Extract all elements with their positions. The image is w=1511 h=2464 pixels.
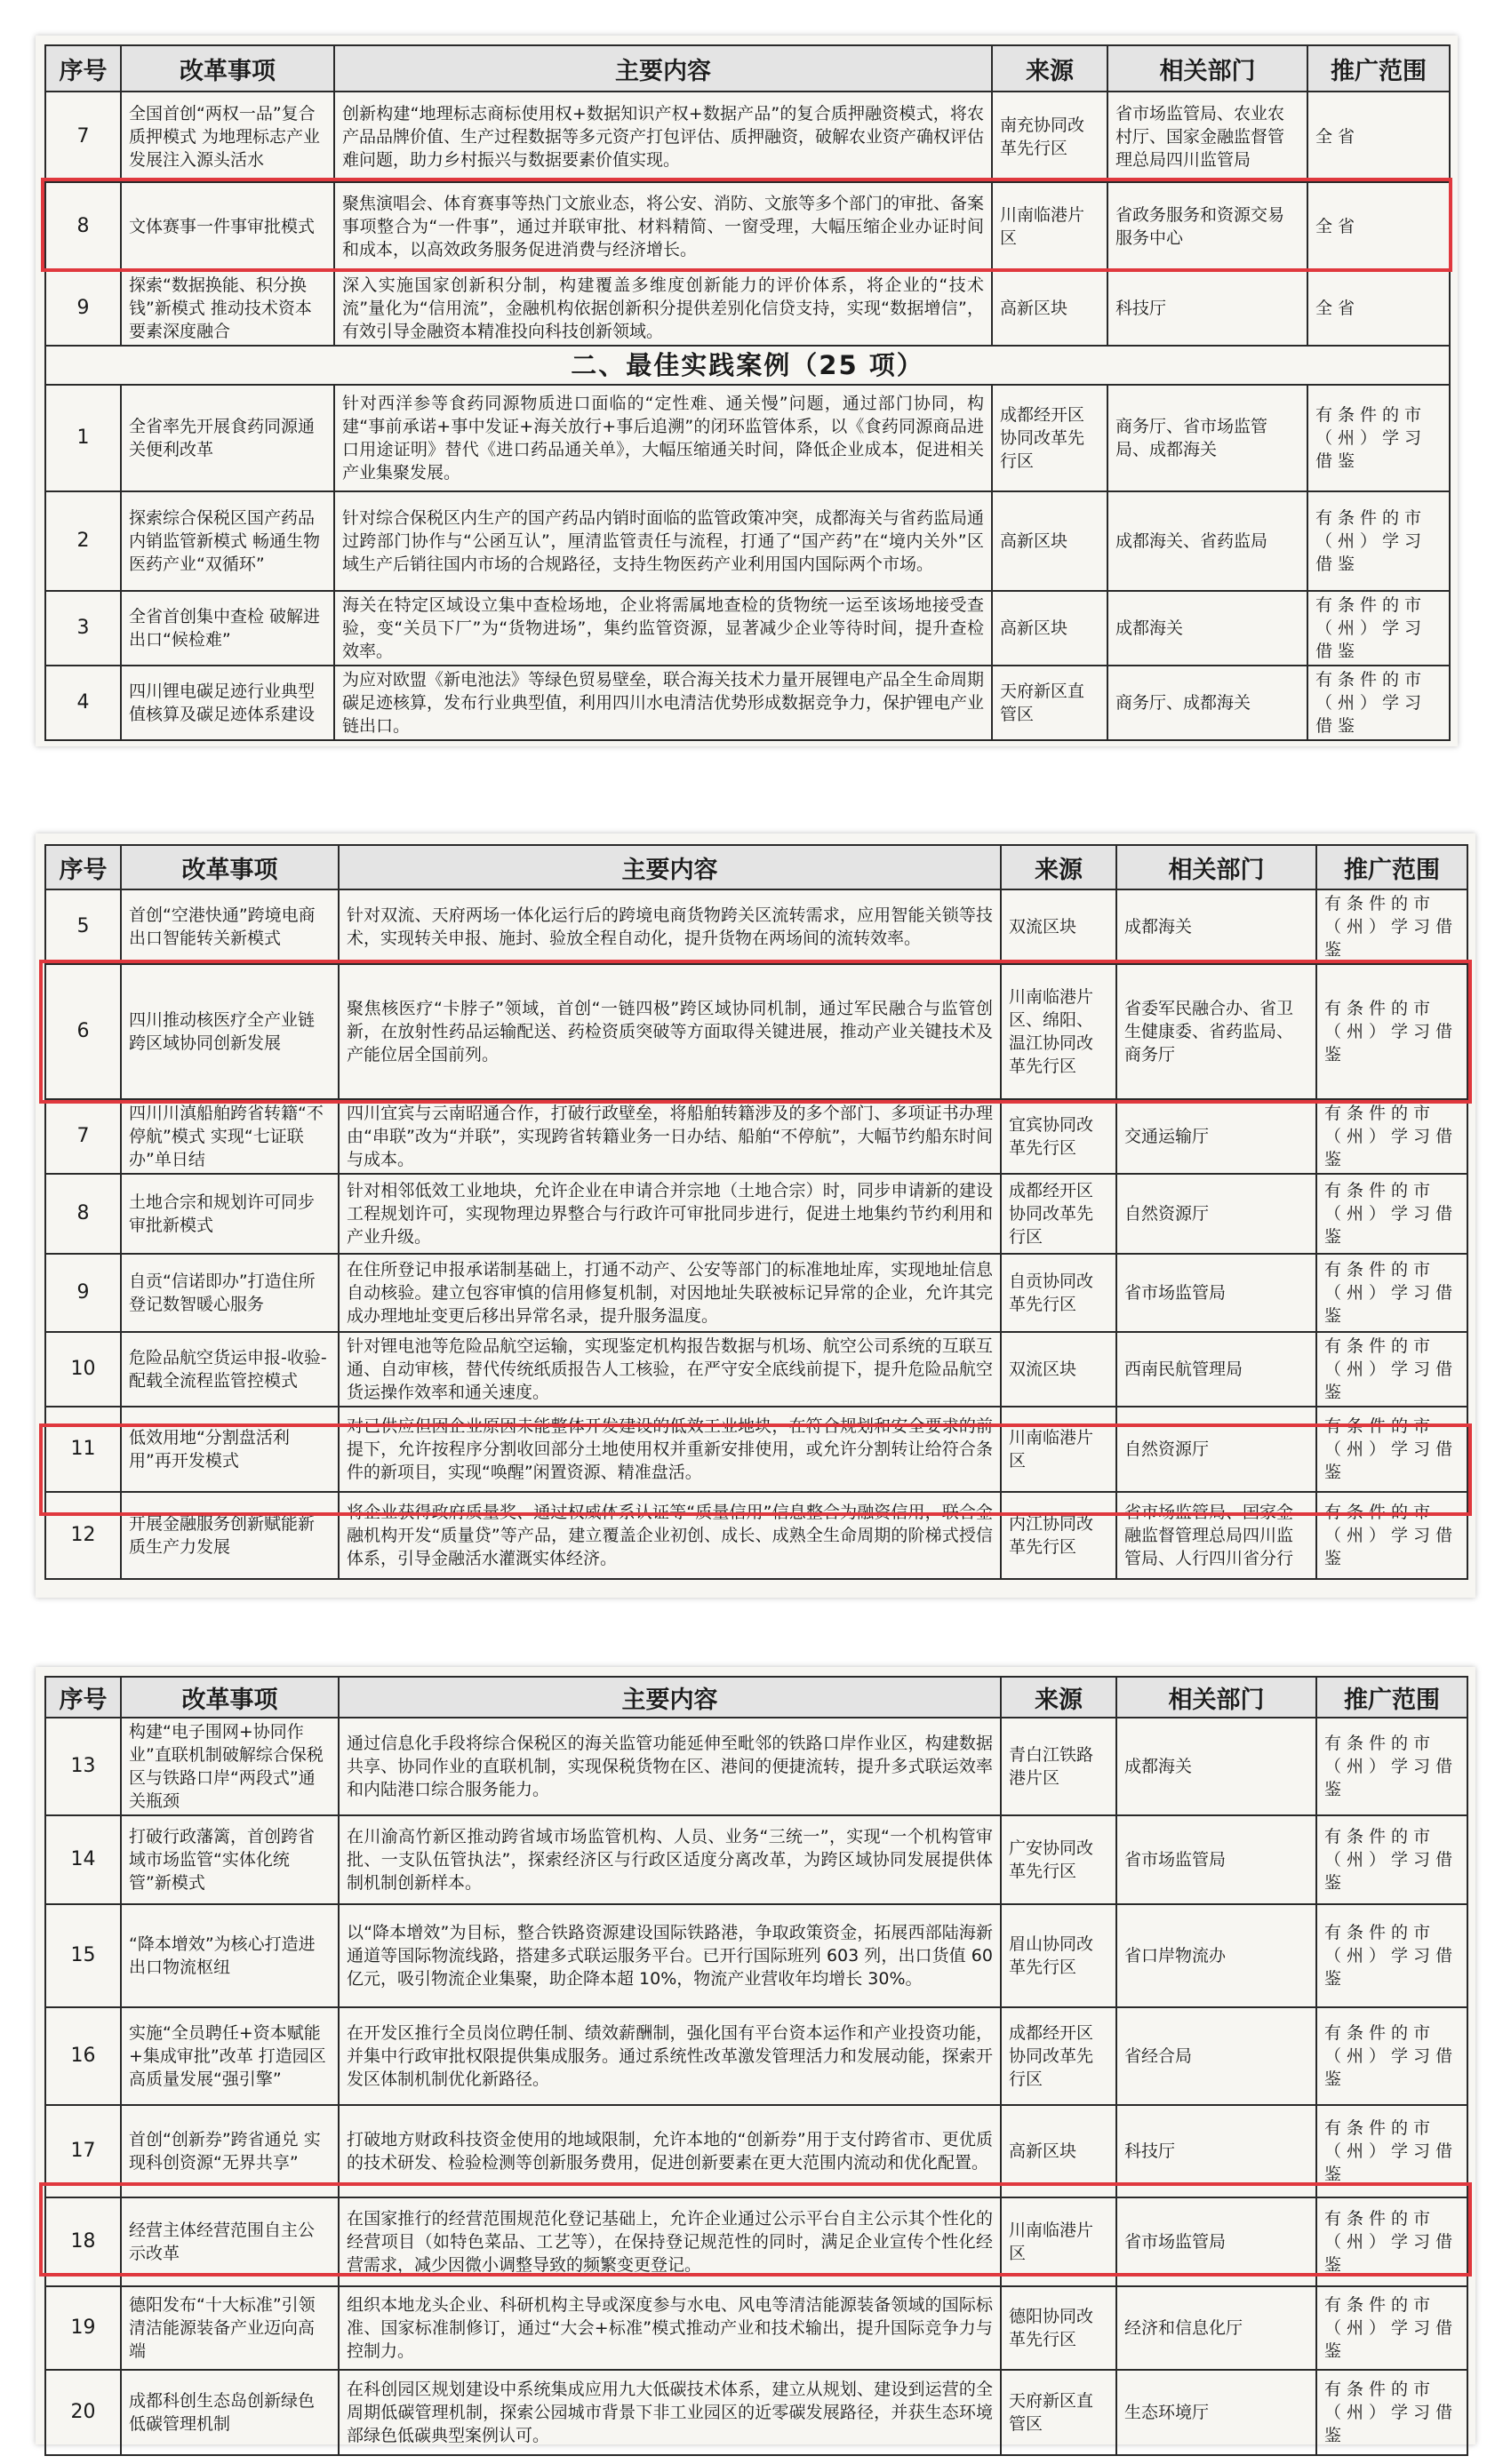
table-row bbox=[45, 1407, 1467, 1492]
table-row bbox=[45, 666, 1450, 740]
row-dept: 省市场监管局、农业农村厅、国家金融监督管理总局四川监管局 bbox=[1107, 92, 1307, 182]
row-scope: 有条件的市（州）学习借鉴 bbox=[1316, 1099, 1467, 1174]
row-item: 德阳发布“十大标准”引领清洁能源装备产业迈向高端 bbox=[121, 2286, 339, 2370]
row-item: 成都科创生态岛创新绿色低碳管理机制 bbox=[121, 2370, 339, 2455]
row-content: 针对锂电池等危险品航空运输，实现鉴定机构报告数据与机场、航空公司系统的互联互通、自动审核，替代传统纸质报告人工核验，在严守安全底线前提下，提升危险品航空货运操作效率和通关速度。 bbox=[339, 1332, 1001, 1407]
row-source: 天府新区直管区 bbox=[1001, 2370, 1116, 2455]
row-source: 双流区块 bbox=[1001, 889, 1116, 964]
table-row bbox=[45, 2105, 1467, 2197]
table-row bbox=[45, 271, 1450, 346]
table-row bbox=[45, 491, 1450, 591]
row-dept: 成都海关 bbox=[1116, 889, 1316, 964]
row-content: 针对西洋参等食药同源物质进口面临的“定性难、通关慢”问题，通过部门协同，构建“事前承诺+事中发证+海关放行+事后追溯”的闭环监管体系，以《食药同源商品进口用途证明》替代《进口药品通关单》，大幅压缩通关时间，降低企业成本，促进相关产业集聚发展。 bbox=[334, 385, 992, 491]
row-no: 8 bbox=[45, 1174, 121, 1254]
row-item: 四川锂电碳足迹行业典型值核算及碳足迹体系建设 bbox=[121, 666, 334, 740]
row-dept: 省市场监管局 bbox=[1116, 1815, 1316, 1904]
row-source: 高新区块 bbox=[992, 591, 1107, 666]
row-source: 成都经开区协同改革先行区 bbox=[992, 385, 1107, 491]
row-content: 打破地方财政科技资金使用的地域限制，允许本地的“创新券”用于支付跨省市、更优质的技术研发、检验检测等创新服务费用，促进创新要素在更大范围内流动和优化配置。 bbox=[339, 2105, 1001, 2197]
row-item: 四川推动核医疗全产业链跨区域协同创新发展 bbox=[121, 964, 339, 1099]
row-scope: 有条件的市（州）学习借鉴 bbox=[1316, 1332, 1467, 1407]
row-content: 为应对欧盟《新电池法》等绿色贸易壁垒，联合海关技术力量开展锂电产品全生命周期碳足迹核算，发布行业典型值，利用四川水电清洁优势形成数据竞争力，保护锂电产业链出口。 bbox=[334, 666, 992, 740]
row-no: 9 bbox=[45, 1254, 121, 1332]
header-scope: 推广范围 bbox=[1316, 1677, 1467, 1718]
row-dept: 科技厅 bbox=[1116, 2105, 1316, 2197]
header-no: 序号 bbox=[45, 1677, 121, 1718]
row-no: 4 bbox=[45, 666, 121, 740]
row-dept: 省市场监管局 bbox=[1116, 1254, 1316, 1332]
row-dept: 自然资源厅 bbox=[1116, 1174, 1316, 1254]
row-content: 聚焦核医疗“卡脖子”领域，首创“一链四极”跨区域协同机制，通过军民融合与监管创新，在放射性药品运输配送、药检资质突破等方面取得关键进展，推动产业关键技术及产能位居全国前列。 bbox=[339, 964, 1001, 1099]
row-item: 首创“创新券”跨省通兑 实现科创资源“无界共享” bbox=[121, 2105, 339, 2197]
row-dept: 西南民航管理局 bbox=[1116, 1332, 1316, 1407]
row-content: 在川渝高竹新区推动跨省域市场监管机构、人员、业务“三统一”，实现“一个机构管审批、一支队伍管执法”，探索经济区与行政区适度分离改革，为跨区域协同发展提供体制机制创新样本。 bbox=[339, 1815, 1001, 1904]
table-header-row bbox=[45, 1677, 1467, 1718]
row-content: 将企业获得政府质量奖、通过权威体系认证等“质量信用”信息整合为融资信用，联合金融机构开发“质量贷”等产品，建立覆盖企业初创、成长、成熟全生命周期的阶梯式授信体系，引导金融活水灌溉实体经济。 bbox=[339, 1492, 1001, 1579]
row-scope: 有条件的市（州）学习借鉴 bbox=[1316, 1718, 1467, 1815]
header-scope: 推广范围 bbox=[1307, 45, 1450, 92]
row-no: 16 bbox=[45, 2007, 121, 2105]
row-no: 7 bbox=[45, 92, 121, 182]
row-item: 开展金融服务创新赋能新质生产力发展 bbox=[121, 1492, 339, 1579]
row-scope: 有条件的市（州）学习借鉴 bbox=[1307, 491, 1450, 591]
row-content: 针对相邻低效工业地块，允许企业在申请合并宗地（土地合宗）时，同步申请新的建设工程规划许可，实现物理边界整合与行政许可审批同步进行，促进土地集约节约利用和产业升级。 bbox=[339, 1174, 1001, 1254]
header-dept: 相关部门 bbox=[1116, 845, 1316, 889]
header-content: 主要内容 bbox=[339, 845, 1001, 889]
row-source: 川南临港片区 bbox=[1001, 1407, 1116, 1492]
row-content: 组织本地龙头企业、科研机构主导或深度参与水电、风电等清洁能源装备领域的国际标准、国家标准制修订，通过“大会+标准”模式推动产业和技术输出，提升国际竞争力与控制力。 bbox=[339, 2286, 1001, 2370]
row-content: 针对双流、天府两场一体化运行后的跨境电商货物跨关区流转需求，应用智能关锁等技术，实现转关申报、施封、验放全程自动化，提升货物在两场间的流转效率。 bbox=[339, 889, 1001, 964]
row-dept: 科技厅 bbox=[1107, 271, 1307, 346]
row-content: 在国家推行的经营范围规范化登记基础上，允许企业通过公示平台自主公示其个性化的经营项目（如特色菜品、工艺等），在保持登记规范性的同时，满足企业宣传个性化经营需求，减少因微小调整导致的频繁变更登记。 bbox=[339, 2197, 1001, 2286]
row-item: 首创“空港快通”跨境电商出口智能转关新模式 bbox=[121, 889, 339, 964]
row-item: 经营主体经营范围自主公示改革 bbox=[121, 2197, 339, 2286]
row-no: 15 bbox=[45, 1904, 121, 2007]
row-scope: 有条件的市（州）学习借鉴 bbox=[1307, 385, 1450, 491]
row-no: 8 bbox=[45, 182, 121, 271]
row-scope: 有条件的市（州）学习借鉴 bbox=[1307, 666, 1450, 740]
row-source: 自贡协同改革先行区 bbox=[1001, 1254, 1116, 1332]
row-no: 3 bbox=[45, 591, 121, 666]
header-content: 主要内容 bbox=[334, 45, 992, 92]
table-row bbox=[45, 1254, 1467, 1332]
table-row bbox=[45, 385, 1450, 491]
row-scope: 全省 bbox=[1307, 92, 1450, 182]
row-source: 成都经开区协同改革先行区 bbox=[1001, 1174, 1116, 1254]
row-scope: 有条件的市（州）学习借鉴 bbox=[1316, 1407, 1467, 1492]
row-source: 南充协同改革先行区 bbox=[992, 92, 1107, 182]
header-no: 序号 bbox=[45, 45, 121, 92]
row-scope: 有条件的市（州）学习借鉴 bbox=[1316, 1254, 1467, 1332]
row-scope: 有条件的市（州）学习借鉴 bbox=[1316, 2105, 1467, 2197]
table-row bbox=[45, 1332, 1467, 1407]
row-dept: 省市场监管局、国家金融监督管理总局四川监管局、人行四川省分行 bbox=[1116, 1492, 1316, 1579]
row-dept: 省市场监管局 bbox=[1116, 2197, 1316, 2286]
row-dept: 省委军民融合办、省卫生健康委、省药监局、商务厅 bbox=[1116, 964, 1316, 1099]
row-no: 9 bbox=[45, 271, 121, 346]
table-row bbox=[45, 889, 1467, 964]
row-no: 17 bbox=[45, 2105, 121, 2197]
table-row bbox=[45, 591, 1450, 666]
row-source: 成都经开区协同改革先行区 bbox=[1001, 2007, 1116, 2105]
row-dept: 商务厅、成都海关 bbox=[1107, 666, 1307, 740]
row-item: 实施“全员聘任+资本赋能+集成审批”改革 打造园区高质量发展“强引擎” bbox=[121, 2007, 339, 2105]
row-no: 5 bbox=[45, 889, 121, 964]
row-source: 内江协同改革先行区 bbox=[1001, 1492, 1116, 1579]
row-dept: 经济和信息化厅 bbox=[1116, 2286, 1316, 2370]
row-scope: 有条件的市（州）学习借鉴 bbox=[1316, 889, 1467, 964]
row-dept: 生态环境厅 bbox=[1116, 2370, 1316, 2455]
row-no: 13 bbox=[45, 1718, 121, 1815]
row-item: 探索综合保税区国产药品内销监管新模式 畅通生物医药产业“双循环” bbox=[121, 491, 334, 591]
table-row bbox=[45, 2370, 1467, 2455]
row-scope: 全省 bbox=[1307, 271, 1450, 346]
row-source: 高新区块 bbox=[1001, 2105, 1116, 2197]
row-item: 土地合宗和规划许可同步审批新模式 bbox=[121, 1174, 339, 1254]
row-source: 广安协同改革先行区 bbox=[1001, 1815, 1116, 1904]
row-content: 四川宜宾与云南昭通合作，打破行政壁垒，将船舶转籍涉及的多个部门、多项证书办理由“串联”改为“并联”，实现跨省转籍业务一日办结、船舶“不停航”，大幅节约船东时间与成本。 bbox=[339, 1099, 1001, 1174]
row-no: 2 bbox=[45, 491, 121, 591]
row-source: 双流区块 bbox=[1001, 1332, 1116, 1407]
section-title: 二、最佳实践案例（25 项） bbox=[45, 346, 1450, 385]
row-scope: 有条件的市（州）学习借鉴 bbox=[1316, 964, 1467, 1099]
row-dept: 省经合局 bbox=[1116, 2007, 1316, 2105]
row-no: 7 bbox=[45, 1099, 121, 1174]
header-content: 主要内容 bbox=[339, 1677, 1001, 1718]
row-scope: 有条件的市（州）学习借鉴 bbox=[1316, 1492, 1467, 1579]
page-sheet-2 bbox=[36, 833, 1475, 1598]
table-row bbox=[45, 1815, 1467, 1904]
header-dept: 相关部门 bbox=[1107, 45, 1307, 92]
row-item: 危险品航空货运申报-收验-配载全流程监管控模式 bbox=[121, 1332, 339, 1407]
table-header-row bbox=[45, 45, 1450, 92]
row-content: 聚焦演唱会、体育赛事等热门文旅业态，将公安、消防、文旅等多个部门的审批、备案事项整合为“一件事”，通过并联审批、材料精简、一窗受理，大幅压缩企业办证时间和成本，以高效政务服务促进消费与经济增长。 bbox=[334, 182, 992, 271]
row-no: 19 bbox=[45, 2286, 121, 2370]
row-content: 海关在特定区域设立集中查检场地，企业将需属地查检的货物统一运至该场地接受查验，变“关员下厂”为“货物进场”，集约监管资源，显著减少企业等待时间，提升查检效率。 bbox=[334, 591, 992, 666]
row-item: 构建“电子围网+协同作业”直联机制破解综合保税区与铁路口岸“两段式”通关瓶颈 bbox=[121, 1718, 339, 1815]
row-content: 以“降本增效”为目标，整合铁路资源建设国际铁路港，争取政策资金，拓展西部陆海新通道等国际物流线路，搭建多式联运服务平台。已开行国际班列 603 列，出口货值 60 亿元，吸引物流企业集聚，助企降本超 10%，物流产业营收年均增长 30%。 bbox=[339, 1904, 1001, 2007]
row-source: 青白江铁路港片区 bbox=[1001, 1718, 1116, 1815]
row-scope: 有条件的市（州）学习借鉴 bbox=[1307, 591, 1450, 666]
table-row bbox=[45, 2007, 1467, 2105]
row-scope: 有条件的市（州）学习借鉴 bbox=[1316, 2370, 1467, 2455]
row-item: 低效用地“分割盘活利用”再开发模式 bbox=[121, 1407, 339, 1492]
row-no: 18 bbox=[45, 2197, 121, 2286]
row-dept: 省政务服务和资源交易服务中心 bbox=[1107, 182, 1307, 271]
row-source: 德阳协同改革先行区 bbox=[1001, 2286, 1116, 2370]
row-source: 高新区块 bbox=[992, 491, 1107, 591]
row-item: 文体赛事一件事审批模式 bbox=[121, 182, 334, 271]
header-source: 来源 bbox=[1001, 1677, 1116, 1718]
page-sheet-3 bbox=[36, 1667, 1475, 2444]
table-row bbox=[45, 182, 1450, 271]
header-scope: 推广范围 bbox=[1316, 845, 1467, 889]
row-dept: 自然资源厅 bbox=[1116, 1407, 1316, 1492]
row-source: 宜宾协同改革先行区 bbox=[1001, 1099, 1116, 1174]
row-content: 针对综合保税区内生产的国产药品内销时面临的监管政策冲突，成都海关与省药监局通过跨部门协作与“公函互认”，厘清监管责任与流程，打通了“国产药”在“境内关外”区域生产后销往国内市场的合规路径，支持生物医药产业利用国内国际两个市场。 bbox=[334, 491, 992, 591]
row-no: 1 bbox=[45, 385, 121, 491]
reform-table-2 bbox=[44, 844, 1468, 1580]
row-content: 创新构建“地理标志商标使用权+数据知识产权+数据产品”的复合质押融资模式，将农产品品牌价值、生产过程数据等多元资产打包评估、质押融资，破解农业资产确权评估难问题，助力乡村振兴与数据要素价值实现。 bbox=[334, 92, 992, 182]
table-row bbox=[45, 1099, 1467, 1174]
row-no: 10 bbox=[45, 1332, 121, 1407]
row-content: 在住所登记申报承诺制基础上，打通不动产、公安等部门的标准地址库，实现地址信息自动核验。建立包容审慎的信用修复机制，对因地址失联被标记异常的企业，允许其完成办理地址变更后移出异常名录，提升服务温度。 bbox=[339, 1254, 1001, 1332]
row-dept: 成都海关 bbox=[1116, 1718, 1316, 1815]
table-row bbox=[45, 1904, 1467, 2007]
row-content: 通过信息化手段将综合保税区的海关监管功能延伸至毗邻的铁路口岸作业区，构建数据共享、协同作业的直联机制，实现保税货物在区、港间的便捷流转，提升多式联运效率和内陆港口综合服务能力。 bbox=[339, 1718, 1001, 1815]
header-dept: 相关部门 bbox=[1116, 1677, 1316, 1718]
row-scope: 有条件的市（州）学习借鉴 bbox=[1316, 2286, 1467, 2370]
row-content: 深入实施国家创新积分制，构建覆盖多维度创新能力的评价体系，将企业的“技术流”量化为“信用流”，金融机构依据创新积分提供差别化信贷支持，实现“数据增信”，有效引导金融资本精准投向科技创新领域。 bbox=[334, 271, 992, 346]
reform-table-3 bbox=[44, 1676, 1468, 2456]
row-item: “降本增效”为核心打造进出口物流枢纽 bbox=[121, 1904, 339, 2007]
row-source: 天府新区直管区 bbox=[992, 666, 1107, 740]
row-source: 川南临港片区、绵阳、温江协同改革先行区 bbox=[1001, 964, 1116, 1099]
header-item: 改革事项 bbox=[121, 45, 334, 92]
table-row bbox=[45, 2197, 1467, 2286]
row-item: 打破行政藩篱，首创跨省域市场监管“实体化统管”新模式 bbox=[121, 1815, 339, 1904]
table-row bbox=[45, 2286, 1467, 2370]
row-scope: 有条件的市（州）学习借鉴 bbox=[1316, 1174, 1467, 1254]
row-dept: 商务厅、省市场监管局、成都海关 bbox=[1107, 385, 1307, 491]
row-item: 探索“数据换能、积分换钱”新模式 推动技术资本要素深度融合 bbox=[121, 271, 334, 346]
table-row bbox=[45, 964, 1467, 1099]
row-dept: 交通运输厅 bbox=[1116, 1099, 1316, 1174]
row-scope: 有条件的市（州）学习借鉴 bbox=[1316, 1904, 1467, 2007]
row-content: 在开发区推行全员岗位聘任制、绩效薪酬制，强化国有平台资本运作和产业投资功能，并集中行政审批权限提供集成服务。通过系统性改革激发管理活力和发展动能，探索开发区体制机制优化新路径。 bbox=[339, 2007, 1001, 2105]
row-item: 自贡“信诺即办”打造住所登记数智暖心服务 bbox=[121, 1254, 339, 1332]
header-source: 来源 bbox=[1001, 845, 1116, 889]
row-item: 全国首创“两权一品”复合质押模式 为地理标志产业发展注入源头活水 bbox=[121, 92, 334, 182]
row-source: 高新区块 bbox=[992, 271, 1107, 346]
row-item: 全省率先开展食药同源通关便利改革 bbox=[121, 385, 334, 491]
row-no: 14 bbox=[45, 1815, 121, 1904]
row-item: 全省首创集中查检 破解进出口“候检难” bbox=[121, 591, 334, 666]
row-dept: 成都海关 bbox=[1107, 591, 1307, 666]
row-no: 11 bbox=[45, 1407, 121, 1492]
row-no: 20 bbox=[45, 2370, 121, 2455]
table-row bbox=[45, 1492, 1467, 1579]
row-source: 川南临港片区 bbox=[992, 182, 1107, 271]
row-no: 12 bbox=[45, 1492, 121, 1579]
reform-table-1 bbox=[44, 44, 1451, 741]
header-item: 改革事项 bbox=[121, 1677, 339, 1718]
row-content: 在科创园区规划建设中系统集成应用九大低碳技术体系，建立从规划、建设到运营的全周期低碳管理机制，探索公园城市背景下非工业园区的近零碳发展路径，并获生态环境部绿色低碳典型案例认可。 bbox=[339, 2370, 1001, 2455]
table-row bbox=[45, 1174, 1467, 1254]
table-row bbox=[45, 92, 1450, 182]
section-row bbox=[45, 346, 1450, 385]
row-content: 对已供应但因企业原因未能整体开发建设的低效工业地块，在符合规划和安全要求的前提下，允许按程序分割收回部分土地使用权并重新安排使用，或允许分割转让给符合条件的新项目，实现“唤醒”闲置资源、精准盘活。 bbox=[339, 1407, 1001, 1492]
row-scope: 全省 bbox=[1307, 182, 1450, 271]
row-item: 四川川滇船舶跨省转籍“不停航”模式 实现“七证联办”单日结 bbox=[121, 1099, 339, 1174]
row-scope: 有条件的市（州）学习借鉴 bbox=[1316, 2197, 1467, 2286]
page-sheet-1 bbox=[36, 36, 1458, 746]
row-source: 眉山协同改革先行区 bbox=[1001, 1904, 1116, 2007]
table-header-row bbox=[45, 845, 1467, 889]
row-scope: 有条件的市（州）学习借鉴 bbox=[1316, 2007, 1467, 2105]
header-source: 来源 bbox=[992, 45, 1107, 92]
row-dept: 成都海关、省药监局 bbox=[1107, 491, 1307, 591]
header-no: 序号 bbox=[45, 845, 121, 889]
header-item: 改革事项 bbox=[121, 845, 339, 889]
table-row bbox=[45, 1718, 1467, 1815]
row-no: 6 bbox=[45, 964, 121, 1099]
row-source: 川南临港片区 bbox=[1001, 2197, 1116, 2286]
row-dept: 省口岸物流办 bbox=[1116, 1904, 1316, 2007]
row-scope: 有条件的市（州）学习借鉴 bbox=[1316, 1815, 1467, 1904]
